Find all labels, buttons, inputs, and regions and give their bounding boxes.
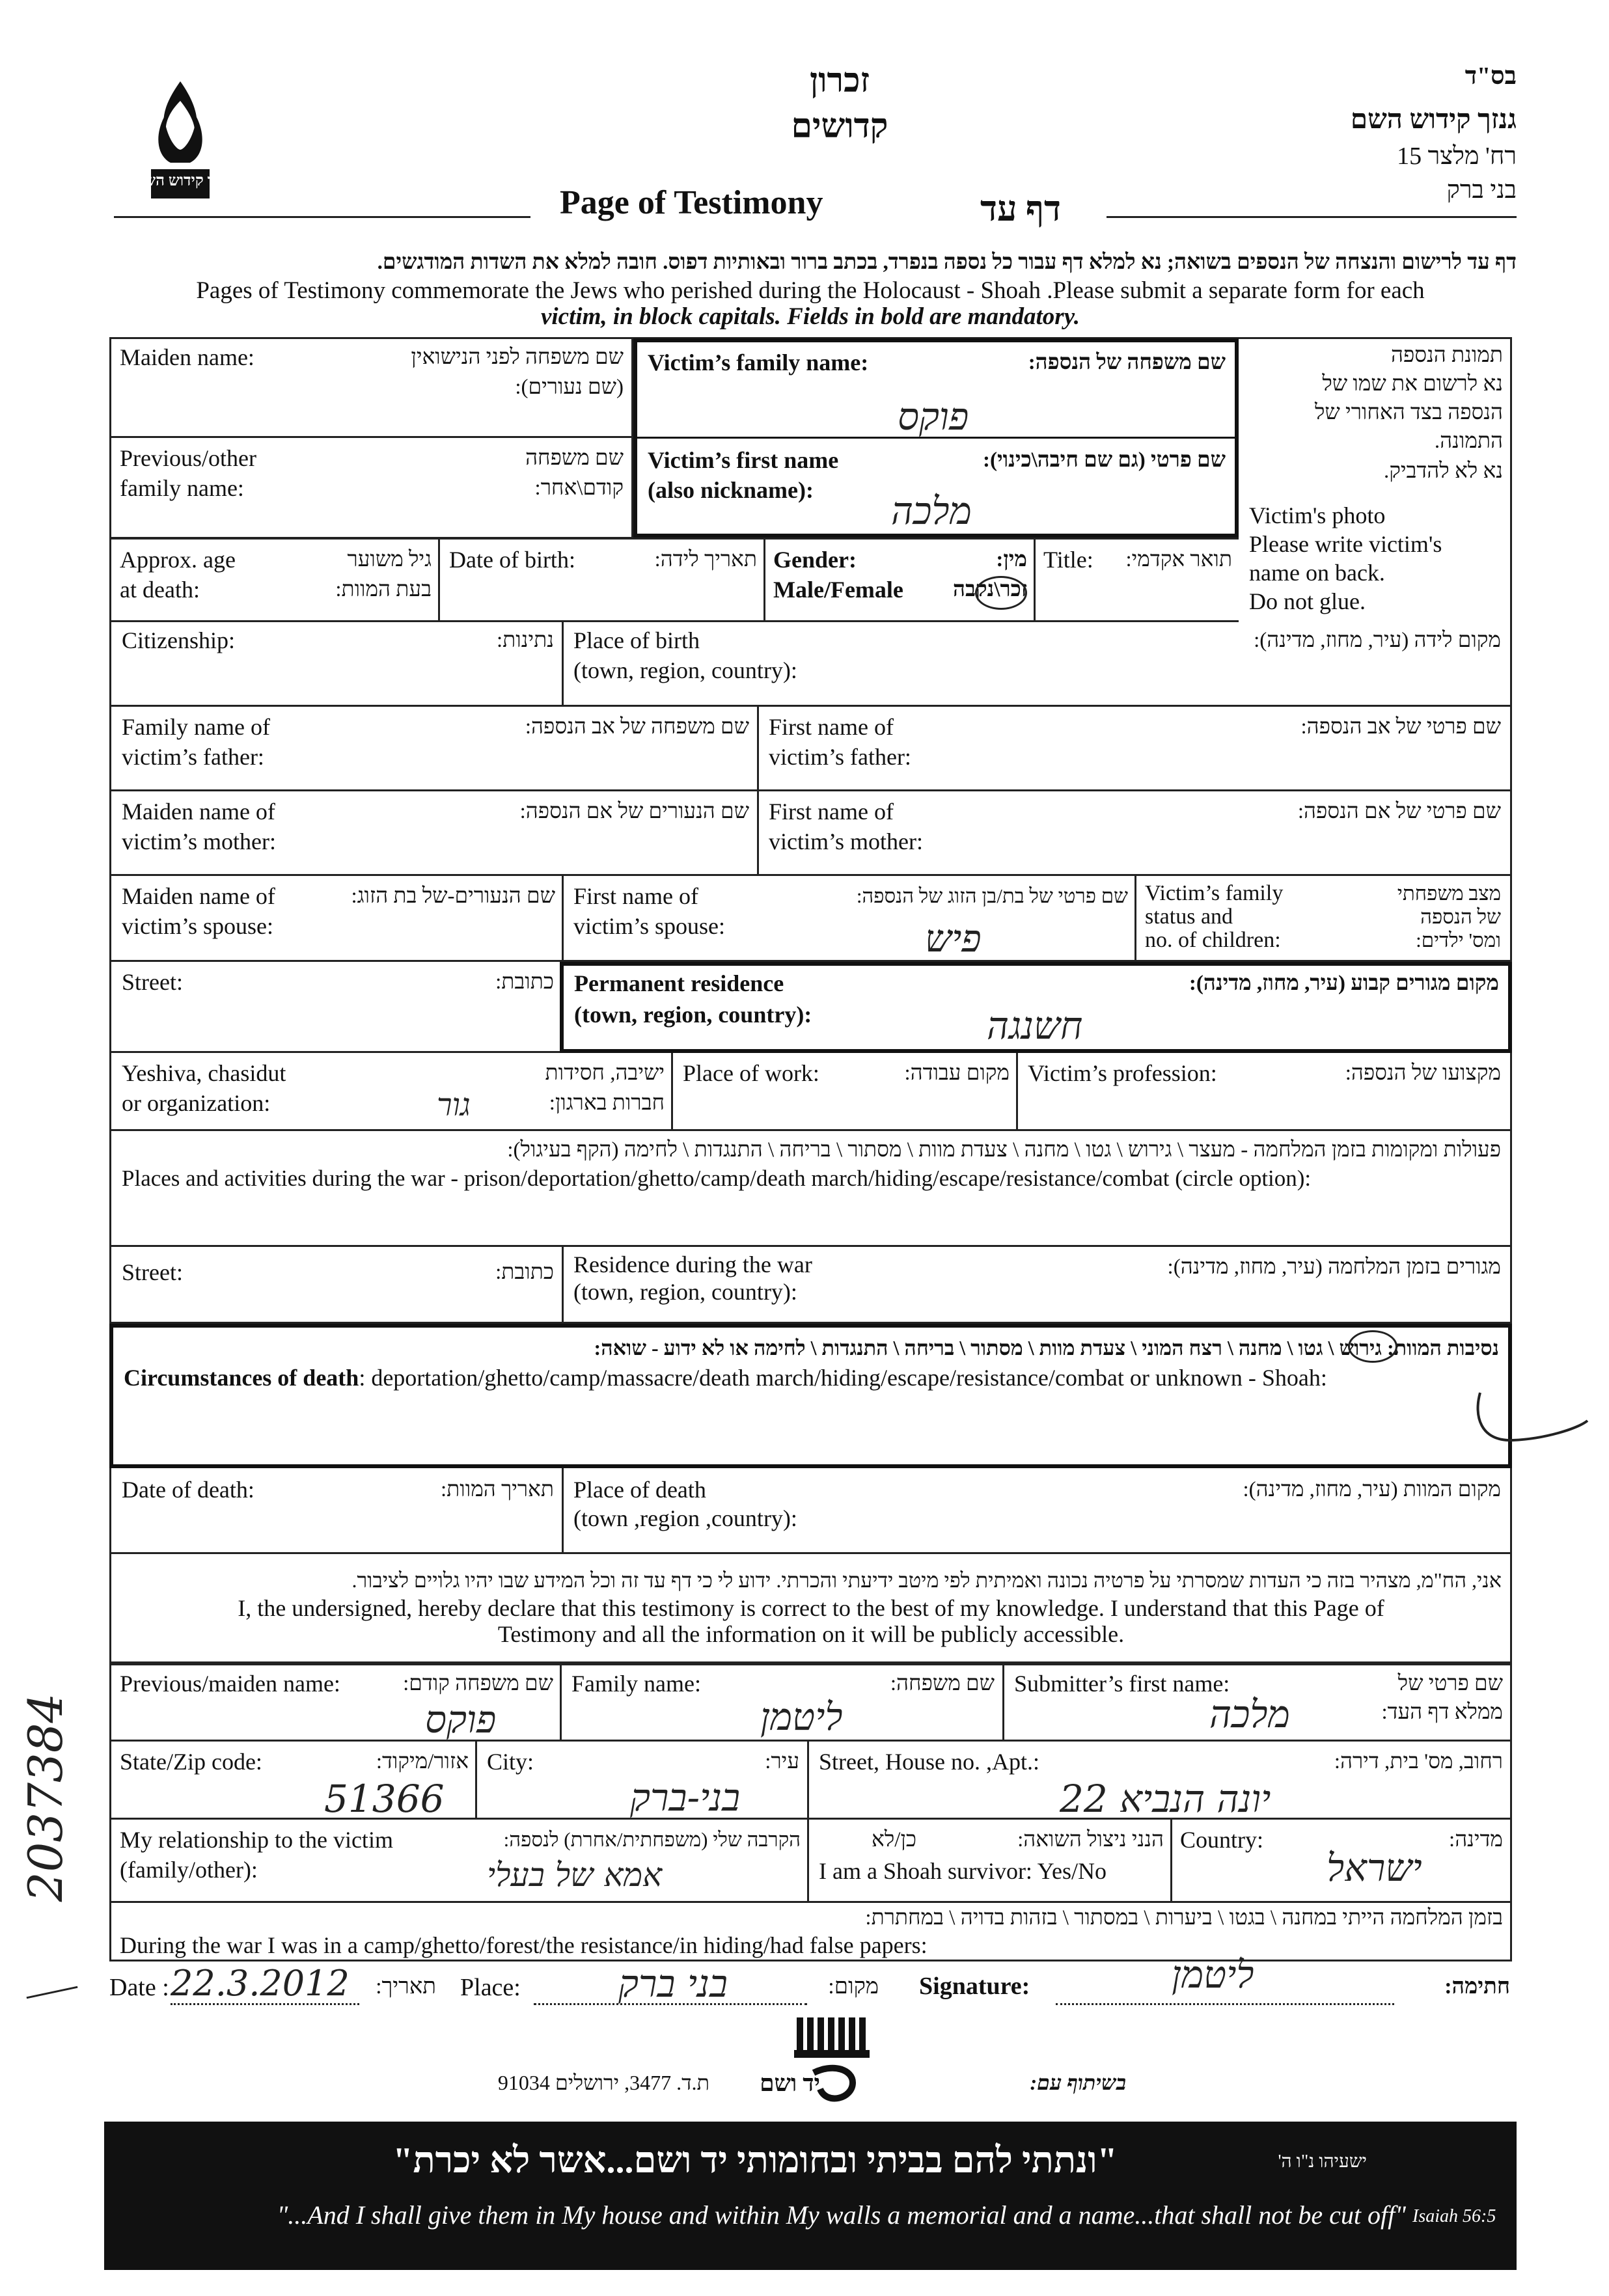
spouse-maiden-label-2: victim’s spouse: [122,913,273,939]
header-rule-left [114,216,530,218]
declaration-en-2: Testimony and all the information on it will be publicly accessible. [497,1621,1125,1647]
margin-dash [27,1986,78,1999]
photo-area [1239,337,1512,617]
circumstances-label-bold: Circumstances of death [124,1365,359,1391]
gender-label-he: מין: [996,548,1027,571]
victim-name-box [633,338,1239,538]
spouse-first-label-1: First name of [573,883,698,909]
row-mother [109,791,1512,876]
photo-en-4: Do not glue. [1249,588,1366,614]
relationship-label-1: My relationship to the victim [120,1827,393,1853]
logo-text: גנזך קידוש השם [135,172,230,189]
age-label-he-2: בעת המוות: [335,578,432,601]
photo-en-2: Please write victim's [1249,531,1442,557]
row-prev-name [109,438,633,539]
place-value[interactable]: בני ברק [618,1961,728,2006]
yad-vashem-name: יד ושם [760,2070,820,2096]
permanent-residence-label-1: Permanent residence [574,970,784,996]
row-father [109,707,1512,791]
family-status-label-2: status and [1145,905,1233,929]
photo-he-2: נא לרשום את שמו של [1322,372,1503,396]
spouse-maiden-label-he: שם הנעורים-של בת הזוג: [351,884,555,908]
intro-hebrew: דף עד לרישום והנצחה של הנספים בשואה; נא למלא דף עבור כל נספה בנפרד, בכתב ברור ובאותיות דפוס. חובה למלא את השדות המודגשים. [377,251,1517,274]
gender-options-he: זכר\נקבה [953,578,1027,601]
mother-maiden-label-2: victim’s mother: [122,828,276,854]
row-war-activities [109,1131,1512,1247]
street-label-he: כתובת: [495,970,554,994]
row-submitter-address [109,1742,1512,1820]
banner-ref-en: Isaiah 56:5 [1412,2206,1496,2226]
banner-quote-he: "ונתתי להם בביתי ובחומותי יד ושם...אשר לא יכרת" [392,2140,1118,2181]
citizenship-label-he: נתינות: [497,629,554,652]
relationship-value[interactable]: אמא של בעלי [487,1856,663,1894]
war-residence-label-he: מגורים בזמן המלחמה (עיר, מחוז, מדינה): [1167,1255,1501,1279]
spouse-first-label-2: victim’s spouse: [573,913,725,939]
father-family-label-1: Family name of [122,714,270,740]
yeshiva-label-2: or organization: [122,1090,271,1116]
row-death [109,1468,1512,1554]
relationship-label-he: הקרבה שלי (משפחתית/אחרת) לנספה: [503,1828,801,1851]
circumstances-box [109,1324,1512,1468]
survivor-label-he-1: כן/לא [872,1828,916,1852]
submitter-first-label-he-1: שם פרטי של [1397,1672,1503,1695]
center-heading-2: קדושים [791,108,888,145]
signature-label: Signature: [919,1973,1030,2000]
zip-value[interactable]: 51366 [324,1777,445,1821]
prev-name-label-1: Previous/other [120,445,256,471]
intro-english-1: Pages of Testimony commemorate the Jews who perished during the Holocaust - Shoah .Please submit a separate form for each [196,277,1425,304]
submitter-family-value[interactable]: ליטמן [760,1695,843,1739]
family-status-label-he-3: ומס' ילדים: [1416,929,1501,951]
row-spouse [109,876,1512,962]
city-label: City: [487,1749,534,1775]
gender-circle-mark[interactable] [975,576,1027,610]
mother-maiden-label-he: שם הנעורים של אם הנספה: [519,800,749,823]
permanent-residence-label-he: מקום מגורים קבוע (עיר, מחוז, מדינה): [1189,972,1499,995]
birthplace-label-2: (town, region, country): [573,657,797,683]
ghetto-circle-mark[interactable] [1348,1330,1397,1363]
signature-label-he: חתימה: [1444,1975,1510,1999]
coop-label: בשיתוף עם: [1030,2071,1126,2094]
dob-label: Date of birth: [449,547,575,573]
city-value[interactable]: בני-ברק [630,1775,741,1820]
war-residence-label-1: Residence during the war [573,1251,812,1278]
family-name-cell [637,342,1235,439]
date-underline [171,2003,359,2005]
father-first-label-he: שם פרטי של אב הנספה: [1300,715,1501,739]
relationship-label-2: (family/other): [120,1857,258,1883]
photo-he-1: תמונת הנספה [1391,344,1503,367]
birthplace-label-he: מקום לידה (עיר, מחוז, מדינה): [1254,629,1501,652]
photo-en-3: name on back. [1249,560,1385,586]
row-age [109,538,1239,622]
spouse-first-value[interactable]: פיש [925,916,982,961]
age-label-1: Approx. age [120,547,236,573]
age-label-2: at death: [120,577,200,603]
work-label: Place of work: [683,1060,819,1086]
margin-archive-number: 2037384 [18,1693,73,1902]
header-rule-right [1107,216,1517,218]
family-name-label-he: שם משפחה של הנספה: [1028,351,1226,374]
photo-he-5: נא לא להדביק. [1383,459,1503,483]
first-name-label-2: (also nickname): [648,477,814,503]
activities-label: Places and activities during the war - prison/deportation/ghetto/camp/death march/hiding/escape/resistance/combat (circle option): [122,1166,1312,1191]
family-status-label-1: Victim’s family [1145,881,1284,905]
survivor-label-he-2: הנני ניצול השואה: [1017,1828,1164,1852]
maiden-label-he: שם משפחה לפני הנישואין [411,346,624,369]
profession-label-he: מקצועו של הנספה: [1345,1061,1501,1085]
submitter-first-label-he-2: ממלא דף העד: [1381,1701,1503,1724]
circumstances-options: : deportation/ghetto/camp/massacre/death march/hiding/escape/resistance/combat or unknown - Shoah: [359,1365,1327,1391]
intro-english-2: victim, in block capitals. Fields in bold are mandatory. [540,303,1080,330]
submitter-war-label: During the war I was in a camp/ghetto/forest/the resistance/in hiding/had false papers: [120,1932,928,1958]
circumstances-label [124,1363,1327,1393]
row-war-residence [109,1247,1512,1324]
submitter-family-label-he: שם משפחה: [890,1672,995,1695]
title-label: Title: [1043,547,1093,573]
row-submitter-names [109,1663,1512,1742]
org-line-3: רח' מלצר 15 [1397,143,1517,170]
citizenship-label: Citizenship: [122,627,235,653]
city-label-he: עיר: [765,1750,799,1773]
mother-maiden-label-1: Maiden name of [122,799,275,825]
prev-name-label-he-1: שם משפחה [525,446,624,470]
row-citizenship [109,620,1512,707]
birthplace-label-1: Place of birth [573,627,700,653]
banner-quote-en: "...And I shall give them in My house and within My walls a memorial and a name...that shall not be cut off" [277,2200,1406,2230]
photo-en-1: Victim's photo [1249,502,1386,528]
permanent-residence-box [560,962,1512,1053]
mother-first-label-1: First name of [769,799,894,825]
mother-first-label-2: victim’s mother: [769,828,923,854]
death-place-label-he: מקום המוות (עיר, מחוז, מדינה): [1243,1478,1501,1501]
page-title-hebrew: דף עד [980,189,1061,228]
family-name-label: Victim’s family name: [648,349,869,376]
yeshiva-label-he-2: חברות בארגון: [549,1091,665,1115]
photo-he-3: הנספה בצד האחורי של [1315,401,1503,424]
father-first-label-2: victim’s father: [769,744,911,770]
submitter-street-label-he: רחוב, מס' בית, דירה: [1334,1750,1503,1773]
family-name-value[interactable]: פוקס [898,394,969,439]
yeshiva-value[interactable]: גור [437,1087,471,1123]
circumstances-label-he: נסיבות המוות: גירוש \ גטו \ מחנה \ רצח המוני \ צעדת מוות \ מסתור \ בריחה \ התנגדות \ לחימה או לא ידוע - שואה: [594,1336,1499,1360]
father-family-label-he: שם משפחה של אב הנספה: [525,715,749,739]
submitter-first-value[interactable]: מלכה [1209,1692,1290,1736]
maiden-label: Maiden name: [120,344,254,370]
place-label-he: מקום: [828,1975,879,1999]
first-name-cell [637,440,1235,534]
war-street-label-he: כתובת: [495,1261,554,1284]
submitter-war-label-he: בזמן המלחמה הייתי במחנה \ בגטו \ ביערות \ במסתור \ בזהות בדויה \ במחתרת: [865,1906,1503,1930]
title-label-he: תואר אקדמי: [1125,548,1232,571]
father-first-label-1: First name of [769,714,894,740]
row-submitter-relationship [109,1820,1512,1903]
first-name-label-1: Victim’s first name [648,447,839,473]
age-label-he-1: גיל משוער [347,548,432,571]
activities-label-he: פעולות ומקומות בזמן המלחמה - מעצר \ גירוש \ גטו \ מחנה \ צעדת מוות \ מסתור \ בריחה \ התנגדות \ לחימה (הקף בעיגול): [507,1138,1501,1162]
quote-banner [104,2122,1517,2270]
prev-name-label-he-2: קודם\אחר: [534,476,624,500]
family-status-label-he-2: של הנספה [1420,905,1501,928]
father-family-label-2: victim’s father: [122,744,264,770]
first-name-label-he: שם פרטי (גם שם חיבה\כינוי): [983,448,1226,472]
profession-label: Victim’s profession: [1028,1060,1217,1086]
submitter-street-value[interactable]: יונה הנביא 22 [1060,1777,1271,1821]
death-date-label-he: תאריך המוות: [441,1478,554,1501]
maiden-label-he-2: (שם נעורים): [515,376,624,399]
permanent-residence-value[interactable]: חשנגה [987,1004,1083,1048]
submitter-prev-label: Previous/maiden name: [120,1671,340,1697]
declaration-he: אני, הח"מ, מצהיר בזה כי העדות שמסרתי על פרטיה נכונה ואמיתית לפי מיטב ידיעתי והכרתי. ידוע לי כי דף עד זה וכל המידע שבו יהיו גלויים לציבור. [351,1568,1502,1592]
center-heading-1: זכרון [809,62,870,100]
country-label: Country: [1180,1827,1264,1853]
row-submitter-war [109,1903,1512,1961]
org-line-1: בס"ד [1465,62,1517,90]
death-place-label-1: Place of death [573,1477,706,1503]
gender-label: Gender: [773,547,857,573]
submitter-first-label: Submitter’s first name: [1014,1671,1230,1697]
banner-ref-he: ישעיהו נ"ו ה' [1278,2152,1367,2172]
dob-label-he: תאריך לידה: [654,548,757,571]
family-status-label-3: no. of children: [1145,928,1281,952]
spouse-maiden-label-1: Maiden name of [122,883,275,909]
date-label: Date : [109,1974,169,2001]
unknown-check-mark[interactable] [1474,1389,1591,1448]
declaration-en-1: I, the undersigned, hereby declare that this testimony is correct to the best of my knowledge. I understand that this Page of [238,1595,1384,1621]
org-line-4: בני ברק [1446,176,1517,204]
page-title: Page of Testimony [560,184,823,221]
date-label-he: תאריך: [376,1975,436,1999]
signature-value[interactable]: ליטמן [1172,1952,1254,1997]
gender-options: Male/Female [773,577,903,603]
war-street-label: Street: [122,1259,183,1285]
photo-he-4: התמונה. [1434,430,1503,453]
death-date-label: Date of death: [122,1477,254,1503]
permanent-residence-label-2: (town, region, country): [574,1002,812,1028]
submitter-street-label: Street, House no. ,Apt.: [819,1749,1039,1775]
country-value[interactable]: ישראל [1327,1846,1422,1890]
family-status-label-he-1: מצב משפחתי [1397,882,1501,905]
yad-vashem-address: ת.ד. 3477, ירושלים 91034 [497,2071,709,2094]
row-maiden [109,337,633,438]
submitter-family-label: Family name: [571,1671,701,1697]
prev-name-label-2: family name: [120,475,244,501]
zip-label: State/Zip code: [120,1749,262,1775]
death-place-label-2: (town ,region ,country): [573,1505,797,1531]
spouse-first-label-he: שם פרטי של בת/בן הזוג של הנספה: [856,884,1128,907]
zip-label-he: אזור/מיקוד: [376,1750,469,1773]
work-label-he: מקום עבודה: [904,1061,1010,1085]
first-name-value[interactable]: מלכה [891,489,972,533]
date-value[interactable]: 22.3.2012 [171,1963,350,2004]
place-label: Place: [460,1974,521,2001]
signature-underline [1056,2003,1394,2005]
mother-first-label-he: שם פרטי של אם הנספה: [1297,800,1501,823]
submitter-prev-value[interactable]: פוקס [425,1697,497,1742]
declaration-box [109,1554,1512,1663]
country-label-he: מדינה: [1449,1828,1503,1852]
submitter-prev-label-he: שם משפחה קודם: [403,1672,553,1695]
street-label: Street: [122,969,183,995]
yeshiva-label-1: Yeshiva, chasidut [122,1060,286,1086]
survivor-label: I am a Shoah survivor: Yes/No [819,1858,1107,1884]
war-residence-label-2: (town, region, country): [573,1279,797,1305]
yeshiva-label-he-1: ישיבה, חסידות [545,1061,665,1085]
org-line-2: גנזך קידוש השם [1350,105,1517,135]
row-organization [109,1053,1512,1131]
